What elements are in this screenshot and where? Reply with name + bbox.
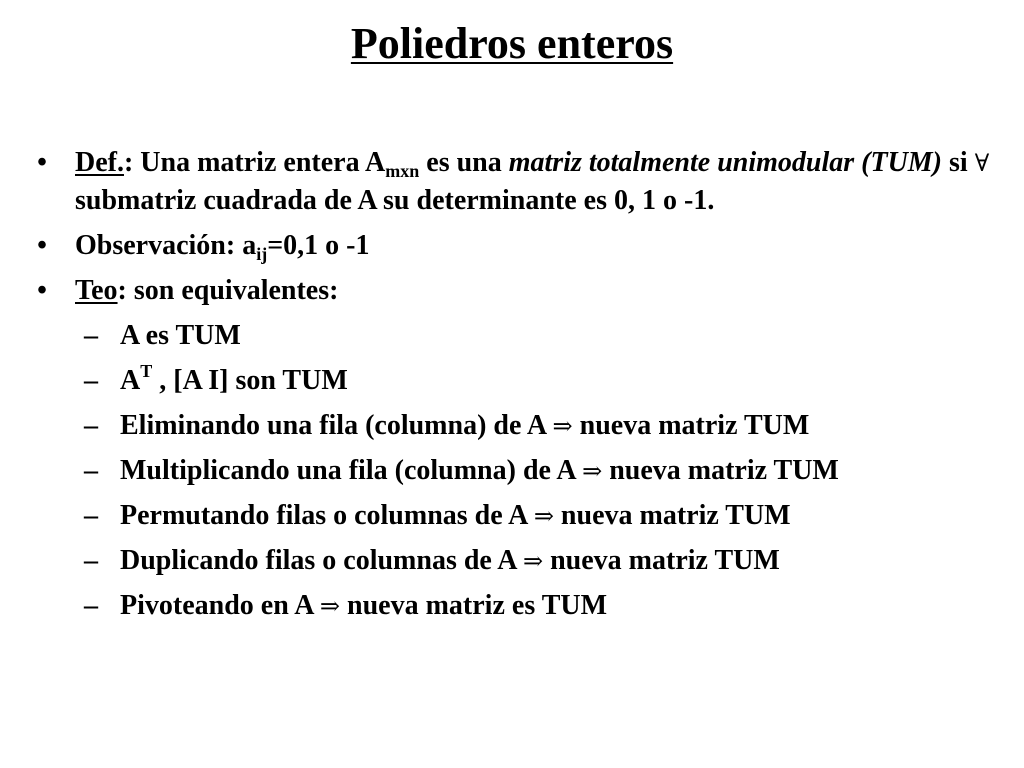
sub-item-text: nueva matriz TUM <box>543 545 780 576</box>
slide-title <box>0 18 1024 70</box>
def-text-2: es una <box>419 147 509 178</box>
bullet-mark: • <box>37 275 47 306</box>
def-italic-term: matriz totalmente unimodular (TUM) <box>508 147 943 178</box>
def-subscript: mxn <box>385 161 420 181</box>
sub-item-7 <box>32 587 992 625</box>
sub-item-text: Multiplicando una fila (columna) de A <box>120 455 583 486</box>
sub-item-text: A es TUM <box>120 320 241 351</box>
sub-item-text: nueva matriz TUM <box>602 455 839 486</box>
teo-text: : son equivalentes: <box>117 275 339 306</box>
def-text-1: : Una matriz entera A <box>123 147 386 178</box>
sub-item-6 <box>32 542 992 580</box>
transpose-superscript: T <box>140 361 153 381</box>
sub-mark: – <box>84 545 98 576</box>
bullet-teorema <box>32 272 992 310</box>
sub-item-text: , [A I] son TUM <box>152 365 348 396</box>
teo-label: Teo <box>75 275 118 306</box>
implies-icon: ⇒ <box>582 457 603 485</box>
obs-text-2: =0,1 o -1 <box>267 230 370 261</box>
sub-mark: – <box>84 590 98 621</box>
bullet-mark: • <box>37 147 47 178</box>
sub-mark: – <box>84 365 98 396</box>
sub-item-2 <box>32 362 992 400</box>
implies-icon: ⇒ <box>533 502 554 530</box>
sub-mark: – <box>84 500 98 531</box>
bullet-definition <box>32 144 992 220</box>
forall-symbol: ∀ <box>974 149 990 177</box>
implies-icon: ⇒ <box>522 547 544 575</box>
sub-item-text: Permutando filas o columnas de A <box>120 500 534 531</box>
def-text-si: si <box>942 147 975 178</box>
sub-item-1 <box>32 317 992 355</box>
bullet-mark: • <box>37 230 47 261</box>
bullet-observacion <box>32 227 992 265</box>
def-text-3: submatriz cuadrada de A su determinante es 0, 1 o -1. <box>75 185 715 216</box>
obs-text-1: Observación: a <box>75 230 257 261</box>
slide-content <box>32 144 992 632</box>
sub-mark: – <box>84 410 98 441</box>
implies-icon: ⇒ <box>552 412 573 440</box>
sub-item-3 <box>32 407 992 445</box>
sub-item-5 <box>32 497 992 535</box>
sub-item-text: Pivoteando en A <box>120 590 320 621</box>
sub-item-text: nueva matriz TUM <box>572 410 810 441</box>
sub-item-text: nueva matriz TUM <box>553 500 791 531</box>
obs-subscript: ij <box>256 244 268 264</box>
sub-item-text: A <box>120 365 141 396</box>
implies-icon: ⇒ <box>319 592 341 620</box>
sub-item-text: Eliminando una fila (columna) de A <box>120 410 553 441</box>
sub-mark: – <box>84 320 98 351</box>
sub-mark: – <box>84 455 98 486</box>
def-label: Def. <box>75 147 124 178</box>
sub-item-text: nueva matriz es TUM <box>340 590 608 621</box>
sub-item-text: Duplicando filas o columnas de A <box>120 545 523 576</box>
slide-title-text: Poliedros enteros <box>350 19 674 68</box>
sub-item-4 <box>32 452 992 490</box>
